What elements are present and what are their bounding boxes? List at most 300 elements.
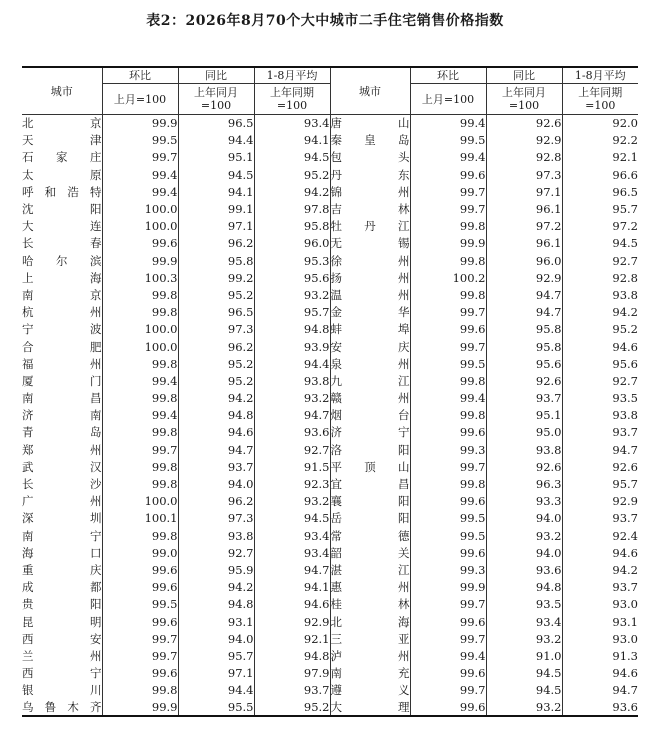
city-cell: 济宁 xyxy=(330,425,410,440)
table-row xyxy=(22,544,638,561)
mom-cell: 99.9 xyxy=(410,235,486,252)
avg-cell: 93.2 xyxy=(254,390,330,407)
mom-cell: 99.8 xyxy=(410,372,486,389)
header-yoy-right: 同比 xyxy=(486,67,562,84)
table-row xyxy=(22,166,638,183)
table-title: 表2：2026年8月70个大中城市二手住宅销售价格指数 xyxy=(146,13,504,29)
mom-cell: 99.8 xyxy=(102,458,178,475)
mom-cell: 99.8 xyxy=(102,286,178,303)
avg-cell: 94.6 xyxy=(562,544,638,561)
avg-cell: 95.6 xyxy=(254,269,330,286)
header-city-left: 城市 xyxy=(22,67,102,115)
city-cell: 唐山 xyxy=(330,116,410,131)
city-cell: 惠州 xyxy=(330,580,410,595)
city-cell: 杭州 xyxy=(22,305,102,320)
header-yoy-left: 同比 xyxy=(178,67,254,84)
mom-cell: 99.5 xyxy=(102,596,178,613)
mom-cell: 99.9 xyxy=(410,579,486,596)
city-cell: 兰州 xyxy=(22,648,102,663)
mom-cell: 99.7 xyxy=(410,200,486,217)
avg-cell: 93.0 xyxy=(562,596,638,613)
city-cell: 海口 xyxy=(22,545,102,560)
mom-cell: 99.8 xyxy=(410,475,486,492)
avg-cell: 96.0 xyxy=(254,235,330,252)
city-cell: 襄阳 xyxy=(330,494,410,509)
avg-cell: 94.4 xyxy=(254,355,330,372)
mom-cell: 99.7 xyxy=(102,647,178,664)
mom-cell: 99.3 xyxy=(410,441,486,458)
mom-cell: 99.6 xyxy=(102,613,178,630)
table-row xyxy=(22,682,638,699)
subheader-avg-right xyxy=(562,84,638,115)
city-cell: 秦皇岛 xyxy=(330,133,410,148)
table-row xyxy=(22,183,638,200)
city-cell: 三亚 xyxy=(330,631,410,646)
avg-cell: 94.2 xyxy=(562,304,638,321)
mom-cell: 100.3 xyxy=(102,269,178,286)
city-cell: 重庆 xyxy=(22,562,102,577)
mom-cell: 99.5 xyxy=(410,355,486,372)
city-cell: 呼和浩特 xyxy=(22,184,102,199)
avg-cell: 97.8 xyxy=(254,200,330,217)
mom-cell: 99.6 xyxy=(410,424,486,441)
city-cell: 包头 xyxy=(330,150,410,165)
yoy-cell: 93.8 xyxy=(178,527,254,544)
table-row xyxy=(22,372,638,389)
avg-cell: 95.7 xyxy=(562,475,638,492)
table-body xyxy=(22,115,638,717)
city-cell: 温州 xyxy=(330,287,410,302)
city-cell: 郑州 xyxy=(22,442,102,457)
yoy-cell: 95.8 xyxy=(486,338,562,355)
mom-cell: 99.8 xyxy=(102,355,178,372)
subheader-yoy-line2: =100 xyxy=(508,99,540,112)
yoy-cell: 94.4 xyxy=(178,132,254,149)
yoy-cell: 95.7 xyxy=(178,647,254,664)
yoy-cell: 94.7 xyxy=(178,441,254,458)
yoy-cell: 95.0 xyxy=(486,424,562,441)
city-cell: 银川 xyxy=(22,683,102,698)
city-cell: 长春 xyxy=(22,236,102,251)
avg-cell: 94.7 xyxy=(254,561,330,578)
yoy-cell: 95.2 xyxy=(178,355,254,372)
mom-cell: 99.6 xyxy=(410,699,486,716)
mom-cell: 99.3 xyxy=(410,561,486,578)
header-city-right: 城市 xyxy=(330,67,410,115)
yoy-cell: 93.4 xyxy=(486,613,562,630)
mom-cell: 99.4 xyxy=(410,390,486,407)
header-mom-left: 环比 xyxy=(102,67,178,84)
avg-cell: 93.2 xyxy=(254,286,330,303)
mom-cell: 100.2 xyxy=(410,269,486,286)
table-row xyxy=(22,579,638,596)
city-cell: 昆明 xyxy=(22,614,102,629)
yoy-cell: 97.3 xyxy=(486,166,562,183)
avg-cell: 94.2 xyxy=(254,183,330,200)
city-cell: 西宁 xyxy=(22,666,102,681)
avg-cell: 94.5 xyxy=(562,235,638,252)
yoy-cell: 94.7 xyxy=(486,304,562,321)
city-cell: 太原 xyxy=(22,167,102,182)
city-cell: 安庆 xyxy=(330,339,410,354)
yoy-cell: 94.0 xyxy=(486,544,562,561)
table-row xyxy=(22,218,638,235)
avg-cell: 91.3 xyxy=(562,647,638,664)
avg-cell: 92.4 xyxy=(562,527,638,544)
table-row xyxy=(22,235,638,252)
mom-cell: 99.5 xyxy=(410,527,486,544)
city-cell: 南昌 xyxy=(22,391,102,406)
yoy-cell: 94.0 xyxy=(486,510,562,527)
city-cell: 宜昌 xyxy=(330,477,410,492)
yoy-cell: 94.5 xyxy=(178,166,254,183)
mom-cell: 99.8 xyxy=(102,475,178,492)
city-cell: 九江 xyxy=(330,373,410,388)
avg-cell: 92.7 xyxy=(562,372,638,389)
yoy-cell: 96.2 xyxy=(178,235,254,252)
subheader-yoy-left xyxy=(178,84,254,115)
mom-cell: 99.4 xyxy=(410,149,486,166)
yoy-cell: 96.2 xyxy=(178,338,254,355)
yoy-cell: 93.2 xyxy=(486,527,562,544)
mom-cell: 99.4 xyxy=(102,166,178,183)
table-row xyxy=(22,424,638,441)
yoy-cell: 95.9 xyxy=(178,561,254,578)
yoy-cell: 97.1 xyxy=(178,218,254,235)
yoy-cell: 96.5 xyxy=(178,115,254,132)
avg-cell: 95.6 xyxy=(562,355,638,372)
yoy-cell: 95.1 xyxy=(486,407,562,424)
yoy-cell: 95.8 xyxy=(178,252,254,269)
table-row xyxy=(22,647,638,664)
yoy-cell: 94.8 xyxy=(178,596,254,613)
mom-cell: 99.7 xyxy=(102,630,178,647)
avg-cell: 92.1 xyxy=(254,630,330,647)
yoy-cell: 96.0 xyxy=(486,252,562,269)
city-cell: 乌鲁木齐 xyxy=(22,699,102,716)
city-cell: 大连 xyxy=(22,219,102,234)
avg-cell: 93.1 xyxy=(562,613,638,630)
mom-cell: 99.8 xyxy=(410,218,486,235)
yoy-cell: 92.6 xyxy=(486,372,562,389)
mom-cell: 99.4 xyxy=(410,647,486,664)
yoy-cell: 94.6 xyxy=(178,424,254,441)
yoy-cell: 93.7 xyxy=(486,390,562,407)
city-cell: 平顶山 xyxy=(330,459,410,474)
yoy-cell: 94.5 xyxy=(486,665,562,682)
table-row xyxy=(22,475,638,492)
mom-cell: 99.4 xyxy=(410,115,486,132)
mom-cell: 99.8 xyxy=(410,286,486,303)
avg-cell: 93.7 xyxy=(254,682,330,699)
subheader-yoy-line1: 上年同月 xyxy=(502,86,546,99)
mom-cell: 99.4 xyxy=(102,372,178,389)
table-row xyxy=(22,269,638,286)
mom-cell: 100.0 xyxy=(102,321,178,338)
table-row xyxy=(22,200,638,217)
mom-cell: 99.6 xyxy=(410,493,486,510)
table-row xyxy=(22,338,638,355)
mom-cell: 99.6 xyxy=(410,665,486,682)
yoy-cell: 95.2 xyxy=(178,372,254,389)
city-cell: 北海 xyxy=(330,614,410,629)
avg-cell: 92.9 xyxy=(254,613,330,630)
city-cell: 合肥 xyxy=(22,339,102,354)
table-row xyxy=(22,493,638,510)
mom-cell: 100.0 xyxy=(102,200,178,217)
table-row xyxy=(22,596,638,613)
city-cell: 泸州 xyxy=(330,648,410,663)
city-cell: 上海 xyxy=(22,270,102,285)
mom-cell: 99.9 xyxy=(102,252,178,269)
avg-cell: 94.6 xyxy=(254,596,330,613)
avg-cell: 94.7 xyxy=(254,407,330,424)
avg-cell: 93.8 xyxy=(562,286,638,303)
city-cell: 吉林 xyxy=(330,202,410,217)
avg-cell: 95.2 xyxy=(254,699,330,716)
header-avg-left: 1-8月平均 xyxy=(254,67,330,84)
avg-cell: 93.2 xyxy=(254,493,330,510)
avg-cell: 92.0 xyxy=(562,115,638,132)
mom-cell: 99.6 xyxy=(410,613,486,630)
city-cell: 遵义 xyxy=(330,683,410,698)
mom-cell: 99.4 xyxy=(102,183,178,200)
yoy-cell: 95.1 xyxy=(178,149,254,166)
yoy-cell: 93.2 xyxy=(486,630,562,647)
yoy-cell: 93.1 xyxy=(178,613,254,630)
city-cell: 广州 xyxy=(22,494,102,509)
mom-cell: 99.8 xyxy=(410,407,486,424)
mom-cell: 99.8 xyxy=(102,527,178,544)
table-row xyxy=(22,630,638,647)
city-cell: 徐州 xyxy=(330,253,410,268)
avg-cell: 93.5 xyxy=(562,390,638,407)
mom-cell: 99.8 xyxy=(102,682,178,699)
city-cell: 深圳 xyxy=(22,511,102,526)
subheader-avg-line1: 上年同期 xyxy=(270,86,314,99)
mom-cell: 99.5 xyxy=(410,132,486,149)
header-row xyxy=(22,67,638,84)
mom-cell: 99.9 xyxy=(102,699,178,716)
table-row xyxy=(22,286,638,303)
table-row xyxy=(22,699,638,716)
yoy-cell: 94.1 xyxy=(178,183,254,200)
subheader-avg-left xyxy=(254,84,330,115)
subheader-avg-line1: 上年同期 xyxy=(578,86,623,99)
avg-cell: 93.8 xyxy=(562,407,638,424)
yoy-cell: 94.7 xyxy=(486,286,562,303)
mom-cell: 99.6 xyxy=(102,235,178,252)
avg-cell: 94.2 xyxy=(562,561,638,578)
yoy-cell: 93.8 xyxy=(486,441,562,458)
mom-cell: 100.0 xyxy=(102,493,178,510)
table-row xyxy=(22,441,638,458)
mom-cell: 99.8 xyxy=(102,390,178,407)
mom-cell: 99.8 xyxy=(102,424,178,441)
avg-cell: 92.2 xyxy=(562,132,638,149)
subheader-avg-line2: =100 xyxy=(276,99,308,112)
table-row xyxy=(22,355,638,372)
city-cell: 石家庄 xyxy=(22,150,102,165)
yoy-cell: 99.2 xyxy=(178,269,254,286)
avg-cell: 94.1 xyxy=(254,579,330,596)
avg-cell: 93.6 xyxy=(562,699,638,716)
yoy-cell: 92.9 xyxy=(486,132,562,149)
yoy-cell: 95.5 xyxy=(178,699,254,716)
mom-cell: 99.6 xyxy=(410,166,486,183)
subheader-mom-left: 上月=100 xyxy=(102,84,178,115)
yoy-cell: 94.4 xyxy=(178,682,254,699)
table-row xyxy=(22,458,638,475)
yoy-cell: 96.1 xyxy=(486,235,562,252)
avg-cell: 95.2 xyxy=(254,166,330,183)
yoy-cell: 95.8 xyxy=(486,321,562,338)
city-cell: 赣州 xyxy=(330,391,410,406)
yoy-cell: 96.3 xyxy=(486,475,562,492)
yoy-cell: 96.2 xyxy=(178,493,254,510)
city-cell: 韶关 xyxy=(330,545,410,560)
city-cell: 湛江 xyxy=(330,562,410,577)
avg-cell: 93.6 xyxy=(254,424,330,441)
mom-cell: 99.8 xyxy=(102,304,178,321)
mom-cell: 99.5 xyxy=(410,510,486,527)
city-cell: 西安 xyxy=(22,631,102,646)
yoy-cell: 93.2 xyxy=(486,699,562,716)
city-cell: 金华 xyxy=(330,305,410,320)
city-cell: 南宁 xyxy=(22,528,102,543)
yoy-cell: 95.2 xyxy=(178,286,254,303)
avg-cell: 94.5 xyxy=(254,510,330,527)
yoy-cell: 96.1 xyxy=(486,200,562,217)
city-cell: 桂林 xyxy=(330,597,410,612)
mom-cell: 99.6 xyxy=(102,579,178,596)
city-cell: 南京 xyxy=(22,287,102,302)
avg-cell: 92.8 xyxy=(562,269,638,286)
avg-cell: 92.6 xyxy=(562,458,638,475)
mom-cell: 100.0 xyxy=(102,218,178,235)
avg-cell: 92.1 xyxy=(562,149,638,166)
city-cell: 武汉 xyxy=(22,459,102,474)
avg-cell: 93.7 xyxy=(562,579,638,596)
yoy-cell: 93.6 xyxy=(486,561,562,578)
table-row xyxy=(22,321,638,338)
yoy-cell: 93.3 xyxy=(486,493,562,510)
yoy-cell: 97.1 xyxy=(178,665,254,682)
city-cell: 常德 xyxy=(330,528,410,543)
mom-cell: 99.7 xyxy=(410,183,486,200)
mom-cell: 99.7 xyxy=(410,338,486,355)
mom-cell: 99.7 xyxy=(410,458,486,475)
avg-cell: 94.1 xyxy=(254,132,330,149)
city-cell: 牡丹江 xyxy=(330,219,410,234)
avg-cell: 93.9 xyxy=(254,338,330,355)
yoy-cell: 93.5 xyxy=(486,596,562,613)
header-mom-right: 环比 xyxy=(410,67,486,84)
subheader-yoy-right xyxy=(486,84,562,115)
city-cell: 哈尔滨 xyxy=(22,253,102,268)
mom-cell: 99.7 xyxy=(410,630,486,647)
mom-cell: 99.0 xyxy=(102,544,178,561)
city-cell: 南充 xyxy=(330,666,410,681)
avg-cell: 93.8 xyxy=(254,372,330,389)
yoy-cell: 95.6 xyxy=(486,355,562,372)
city-cell: 锦州 xyxy=(330,184,410,199)
table-row xyxy=(22,407,638,424)
avg-cell: 92.7 xyxy=(254,441,330,458)
avg-cell: 97.9 xyxy=(254,665,330,682)
city-cell: 蚌埠 xyxy=(330,322,410,337)
city-cell: 长沙 xyxy=(22,477,102,492)
mom-cell: 99.7 xyxy=(102,149,178,166)
yoy-cell: 99.1 xyxy=(178,200,254,217)
price-index-table xyxy=(22,66,638,717)
city-cell: 泉州 xyxy=(330,356,410,371)
yoy-cell: 94.0 xyxy=(178,475,254,492)
avg-cell: 94.8 xyxy=(254,647,330,664)
yoy-cell: 94.2 xyxy=(178,579,254,596)
avg-cell: 94.6 xyxy=(562,665,638,682)
yoy-cell: 94.8 xyxy=(178,407,254,424)
mom-cell: 99.6 xyxy=(102,561,178,578)
yoy-cell: 92.8 xyxy=(486,149,562,166)
header-avg-right: 1-8月平均 xyxy=(562,67,638,84)
yoy-cell: 94.5 xyxy=(486,682,562,699)
yoy-cell: 92.6 xyxy=(486,458,562,475)
avg-cell: 95.3 xyxy=(254,252,330,269)
city-cell: 沈阳 xyxy=(22,202,102,217)
city-cell: 扬州 xyxy=(330,270,410,285)
table-row xyxy=(22,252,638,269)
city-cell: 宁波 xyxy=(22,322,102,337)
subheader-yoy-line2: =100 xyxy=(200,99,232,112)
mom-cell: 99.9 xyxy=(102,115,178,132)
yoy-cell: 91.0 xyxy=(486,647,562,664)
city-cell: 天津 xyxy=(22,133,102,148)
city-cell: 丹东 xyxy=(330,167,410,182)
yoy-cell: 92.7 xyxy=(178,544,254,561)
subheader-mom-right: 上月=100 xyxy=(410,84,486,115)
city-cell: 烟台 xyxy=(330,408,410,423)
subheader-avg-line2: =100 xyxy=(585,99,616,112)
city-cell: 北京 xyxy=(22,116,102,131)
table-row xyxy=(22,390,638,407)
table-row xyxy=(22,115,638,132)
table-row xyxy=(22,132,638,149)
yoy-cell: 96.5 xyxy=(178,304,254,321)
yoy-cell: 94.0 xyxy=(178,630,254,647)
yoy-cell: 97.1 xyxy=(486,183,562,200)
mom-cell: 99.7 xyxy=(410,304,486,321)
mom-cell: 99.6 xyxy=(410,321,486,338)
mom-cell: 99.6 xyxy=(410,544,486,561)
city-cell: 成都 xyxy=(22,580,102,595)
table-row xyxy=(22,304,638,321)
avg-cell: 92.9 xyxy=(562,493,638,510)
avg-cell: 96.6 xyxy=(562,166,638,183)
city-cell: 福州 xyxy=(22,356,102,371)
city-cell: 青岛 xyxy=(22,425,102,440)
mom-cell: 99.5 xyxy=(102,132,178,149)
mom-cell: 99.7 xyxy=(410,596,486,613)
city-cell: 岳阳 xyxy=(330,511,410,526)
avg-cell: 94.6 xyxy=(562,338,638,355)
avg-cell: 93.0 xyxy=(562,630,638,647)
mom-cell: 99.7 xyxy=(102,441,178,458)
mom-cell: 100.1 xyxy=(102,510,178,527)
yoy-cell: 94.8 xyxy=(486,579,562,596)
avg-cell: 97.2 xyxy=(562,218,638,235)
mom-cell: 99.8 xyxy=(410,252,486,269)
